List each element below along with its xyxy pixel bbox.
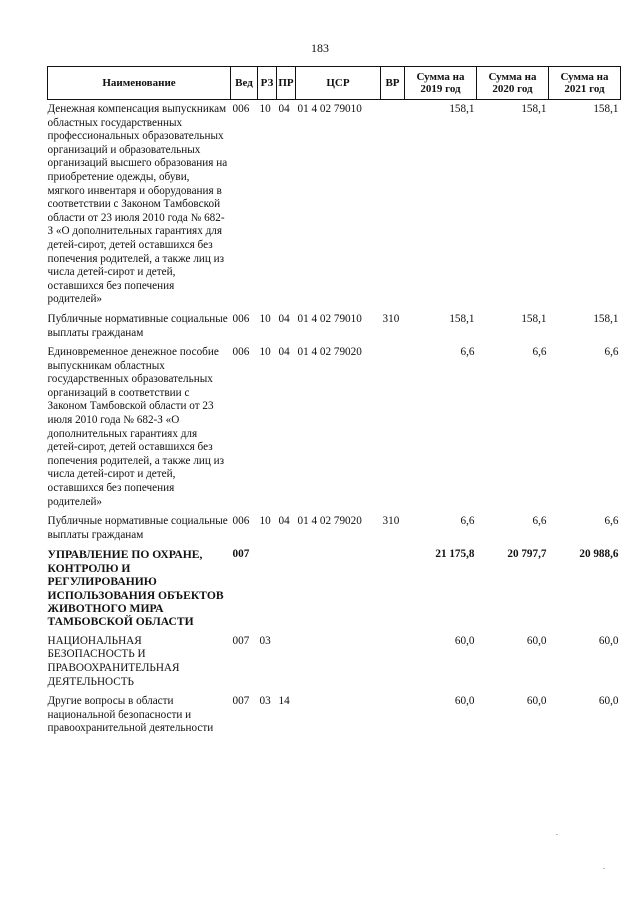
table-cell-sum-2020: 20 797,7 [507,548,547,561]
table-cell-sum-2021: 6,6 [604,515,619,528]
table-cell-sum-2019: 158,1 [449,312,475,325]
table-cell-csr: 01 4 02 79010 [297,103,362,115]
table-row [48,512,621,545]
table-cell-vr: 310 [382,312,400,325]
table-cell-sum-2020: 60,0 [526,634,547,647]
table-cell-name: Публичные нормативные социальные выплаты гражданам [47,312,228,339]
table-cell-pr: 04 [278,103,290,115]
table-cell-vr [381,100,405,310]
table-row [48,545,621,631]
table-cell-name: Публичные нормативные социальные выплаты гражданам [47,515,228,541]
table-cell-ved: 006 [232,312,250,325]
table-cell-name: УПРАВЛЕНИЕ ПО ОХРАНЕ, КОНТРОЛЮ И РЕГУЛИРОВАНИЮ ИСПОЛЬЗОВАНИЯ ОБЪЕКТОВ ЖИВОТНОГО МИРА ТАМБОВСКОЙ ОБЛАСТИ [47,548,224,629]
table-cell-pr: 14 [278,695,290,708]
header-sum-2021: Сумма на 2021 год [549,67,621,100]
table-cell-vr [381,343,405,512]
table-cell-vr [381,632,405,692]
table-cell-ved: 006 [232,515,250,528]
table-row [48,310,621,343]
table-cell-sum-2019: 158,1 [449,103,475,115]
table-cell-csr [296,632,381,692]
header-csr: ЦСР [296,67,381,100]
table-cell-sum-2021: 60,0 [598,695,619,708]
table-cell-sum-2019: 21 175,8 [435,548,475,561]
table-cell-name: Единовременное денежное пособие выпускникам областных государственных образовательных организаций в соответствии с Законом Тамбовской области от 23 июля 2010 года № 682-З «О дополнительных гарантиях для детей-сирот, детей оставшихся без попечения родителей, а также лиц из числа детей-сирот и детей, оставшихся без попечения родителей» [47,346,225,508]
table-cell-sum-2021: 158,1 [593,103,619,115]
table-cell-ved: 007 [232,634,250,647]
table-header-row [48,67,621,100]
table-row [48,100,621,310]
table-cell-sum-2019: 6,6 [460,515,475,528]
table-cell-sum-2019: 60,0 [454,634,475,647]
table-cell-csr: 01 4 02 79020 [297,346,362,359]
table-row [48,632,621,692]
table-cell-vr [381,692,405,739]
table-row [48,692,621,739]
header-sum-2020: Сумма на 2020 год [477,67,549,100]
table-cell-csr [296,545,381,631]
header-ved: Вед [231,67,258,100]
table-cell-rz: 10 [259,515,271,528]
table-cell-rz [258,545,277,631]
table-cell-sum-2021: 158,1 [593,312,619,325]
table-cell-name: Денежная компенсация выпускникам областных государственных профессиональных образовательных организаций и образовательных организаций высшего образования на приобретение одежды, обуви, мягкого инвентаря и оборудования в соответствии с Законом Тамбовской области от 23 июля 2010 года № 682-З «О дополнительных гарантиях для детей-сирот, детей оставшихся без попечения родителей, а также лиц из числа детей-сирот и детей, оставшихся без попечения родителей» [47,103,228,306]
table-cell-ved: 007 [232,548,250,561]
scan-speck [603,868,605,869]
table-row [48,343,621,512]
table-cell-sum-2020: 6,6 [532,515,547,528]
header-rz: РЗ [258,67,277,100]
table-cell-rz: 10 [259,312,271,325]
header-name: Наименование [48,67,231,100]
table-cell-vr [381,545,405,631]
page-number: 183 [311,41,329,55]
table-cell-rz: 03 [259,695,271,708]
table-cell-ved: 006 [232,103,250,115]
budget-table [47,66,621,739]
scan-speck [556,834,558,835]
table-cell-sum-2021: 20 988,6 [579,548,619,561]
table-cell-sum-2020: 158,1 [521,103,547,115]
table-cell-rz: 10 [259,346,271,359]
table-cell-name: НАЦИОНАЛЬНАЯ БЕЗОПАСНОСТЬ И ПРАВООХРАНИТЕЛЬНАЯ ДЕЯТЕЛЬНОСТЬ [47,634,180,688]
table-cell-ved: 006 [232,346,250,359]
table-cell-sum-2019: 6,6 [460,346,475,359]
table-cell-sum-2021: 60,0 [598,634,619,647]
table-cell-rz: 10 [259,103,271,115]
header-pr: ПР [277,67,296,100]
table-cell-pr: 04 [278,346,290,359]
header-vr: ВР [381,67,405,100]
table-cell-pr: 04 [278,312,290,325]
table-cell-pr [277,545,296,631]
table-cell-pr [277,632,296,692]
table-cell-sum-2020: 6,6 [532,346,547,359]
table-cell-csr [296,692,381,739]
table-cell-csr: 01 4 02 79010 [297,312,362,325]
table-cell-sum-2020: 60,0 [526,695,547,708]
table-cell-pr: 04 [278,515,290,528]
table-cell-name: Другие вопросы в области национальной безопасности и правоохранительной деятельности [47,695,214,735]
header-sum-2019: Сумма на 2019 год [405,67,477,100]
table-cell-csr: 01 4 02 79020 [297,515,362,528]
table-cell-vr: 310 [382,515,400,528]
table-cell-rz: 03 [259,634,271,647]
table-cell-sum-2021: 6,6 [604,346,619,359]
table-cell-ved: 007 [232,695,250,708]
table-cell-sum-2020: 158,1 [521,312,547,325]
table-cell-sum-2019: 60,0 [454,695,475,708]
